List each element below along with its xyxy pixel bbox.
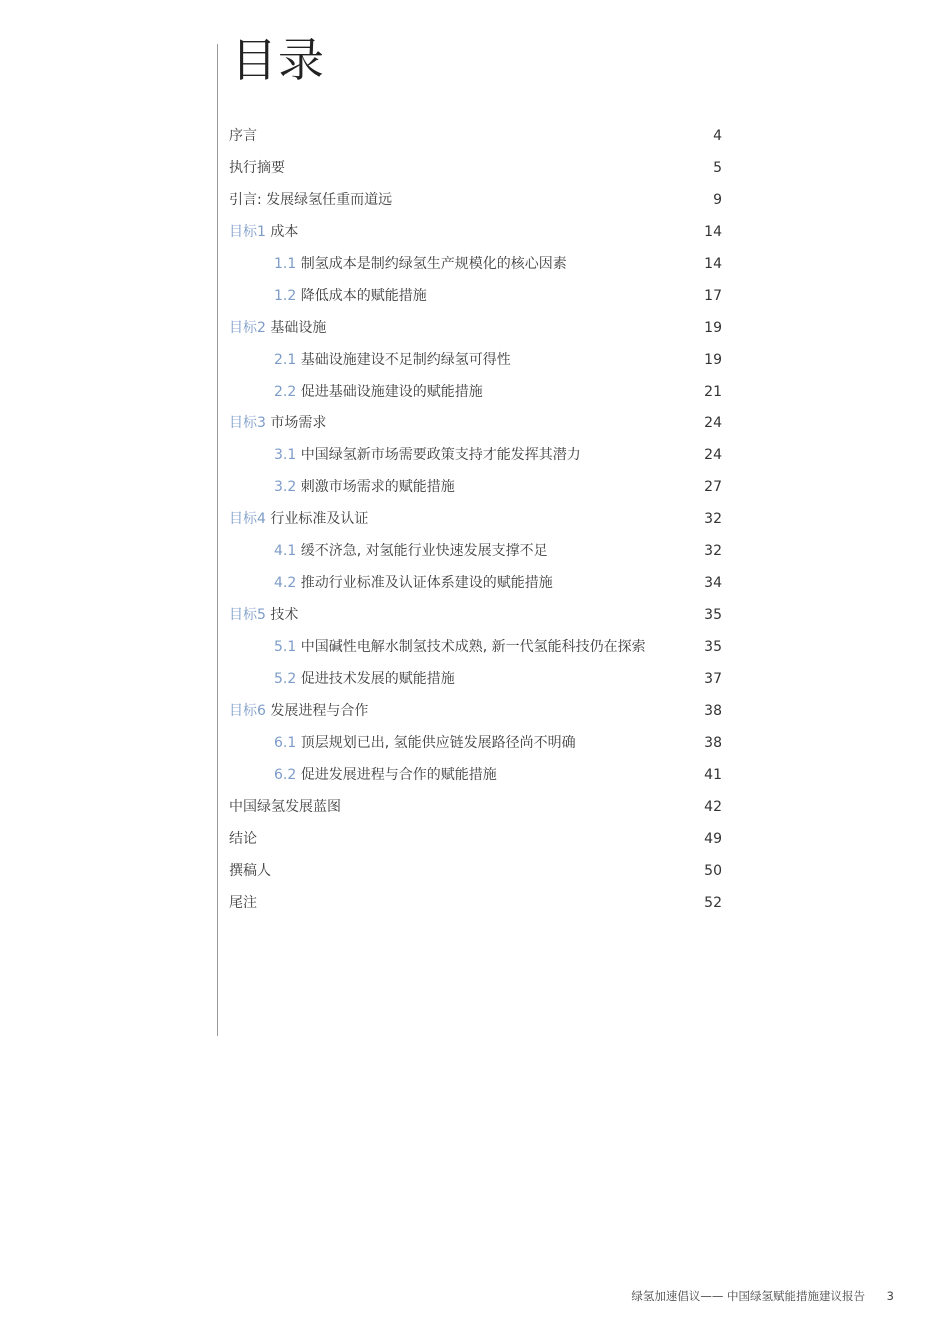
vertical-divider [217,44,218,1036]
toc-subentry-3-1[interactable] [229,440,722,472]
toc-entry-introduction[interactable] [229,185,722,217]
toc-subentry-1-1[interactable] [229,249,722,281]
toc-entry-number: 目标1 [229,223,266,240]
toc-entry-label: 刺激市场需求的赋能措施 [300,479,455,496]
toc-entry-page: 50 [704,862,722,879]
toc-entry-number: 2.1 [274,351,297,368]
toc-entry-goal-2[interactable] [229,313,722,345]
footer-report-title: 绿氢加速倡议—— 中国绿氢赋能措施建议报告 [631,1289,866,1303]
toc-entry-number: 6.2 [274,766,297,783]
toc-entry-label: 序言 [229,128,257,144]
toc-entry-page: 37 [704,670,722,687]
toc-subentry-6-2[interactable] [229,760,722,792]
toc-entry-blueprint[interactable] [229,792,722,824]
toc-entry-number: 目标3 [229,415,266,432]
toc-subentry-6-1[interactable] [229,728,722,760]
toc-entry-page: 24 [704,415,722,432]
toc-entry-label: 行业标准及认证 [270,511,369,528]
toc-subentry-1-2[interactable] [229,281,722,313]
toc-entry-goal-3[interactable] [229,408,722,440]
toc-entry-number: 目标5 [229,607,266,624]
toc-entry-label: 引言: 发展绿氢任重而道远 [229,191,393,208]
toc-entry-label: 基础设施 [270,319,327,336]
toc-entry-label: 降低成本的赋能措施 [300,287,427,304]
toc-entry-number: 1.1 [274,255,297,272]
footer-page-number: 3 [886,1289,894,1303]
toc-entry-contributors[interactable] [229,856,722,888]
toc-entry-number: 4.2 [274,575,297,592]
toc-entry-page: 41 [704,766,722,783]
toc-entry-label: 促进发展进程与合作的赋能措施 [300,766,497,783]
toc-entry-label: 成本 [270,223,299,240]
toc-entry-label: 尾注 [229,894,257,911]
toc-subentry-5-2[interactable] [229,664,722,696]
toc-entry-executive-summary[interactable] [229,153,722,185]
toc-entry-number: 5.1 [274,639,297,655]
toc-entry-number: 目标4 [229,511,266,528]
toc-subentry-2-1[interactable] [229,345,722,377]
toc-entry-page: 35 [704,639,722,655]
toc-entry-label: 结论 [229,830,257,847]
toc-subentry-3-2[interactable] [229,472,722,504]
toc-entry-label: 中国碱性电解水制氢技术成熟, 新一代氢能科技仍在探索 [300,639,646,655]
toc-entry-label: 顶层规划已出, 氢能供应链发展路径尚不明确 [300,734,576,751]
toc-subentry-5-1[interactable] [229,632,722,664]
toc-entry-label: 中国绿氢新市场需要政策支持才能发挥其潜力 [300,447,581,464]
toc-entry-number: 3.1 [274,447,297,464]
toc-entry-number: 4.1 [274,543,297,560]
toc-entry-goal-5[interactable] [229,600,722,632]
toc-entry-page: 19 [704,351,722,368]
toc-entry-page: 32 [704,511,722,528]
toc-entry-number: 5.2 [274,670,297,687]
toc-entry-label: 缓不济急, 对氢能行业快速发展支撑不足 [300,543,548,560]
toc-entry-page: 4 [713,128,722,144]
toc-entry-page: 38 [704,702,722,719]
toc-entry-page: 21 [704,383,722,400]
toc-entry-goal-1[interactable] [229,217,722,249]
toc-entry-label: 促进技术发展的赋能措施 [300,670,455,687]
toc-entry-page: 27 [704,479,722,496]
toc-entry-number: 6.1 [274,734,297,751]
toc-entry-label: 技术 [270,607,299,624]
toc-entry-page: 14 [704,223,722,240]
page-title: 目录 [231,33,325,87]
toc-entry-page: 14 [704,255,722,272]
toc-entry-label: 制氢成本是制约绿氢生产规模化的核心因素 [300,255,567,272]
toc-entry-number: 2.2 [274,383,297,400]
toc-entry-page: 24 [704,447,722,464]
toc-entry-number: 3.2 [274,479,297,496]
toc-entry-number: 1.2 [274,287,297,304]
toc-entry-label: 发展进程与合作 [270,702,369,719]
table-of-contents [229,121,722,919]
toc-entry-label: 市场需求 [270,415,327,432]
toc-entry-page: 32 [704,543,722,560]
page-footer [631,1288,894,1304]
toc-entry-goal-6[interactable] [229,696,722,728]
toc-entry-goal-4[interactable] [229,504,722,536]
toc-entry-preface[interactable] [229,121,722,153]
toc-entry-page: 42 [704,798,722,815]
toc-entry-page: 34 [704,575,722,592]
toc-entry-label: 执行摘要 [229,159,285,176]
toc-entry-label: 基础设施建设不足制约绿氢可得性 [300,351,511,368]
toc-entry-number: 目标6 [229,702,266,719]
toc-entry-conclusion[interactable] [229,824,722,856]
toc-entry-page: 19 [704,319,722,336]
toc-entry-page: 9 [713,191,722,208]
toc-entry-page: 38 [704,734,722,751]
toc-entry-label: 推动行业标准及认证体系建设的赋能措施 [300,575,553,592]
toc-entry-page: 35 [704,607,722,624]
toc-entry-page: 49 [704,830,722,847]
toc-entry-number: 目标2 [229,319,266,336]
toc-subentry-4-2[interactable] [229,568,722,600]
toc-entry-label: 促进基础设施建设的赋能措施 [300,383,483,400]
toc-entry-page: 17 [704,287,722,304]
toc-entry-endnotes[interactable] [229,888,722,920]
toc-entry-page: 5 [713,159,722,176]
toc-entry-page: 52 [704,894,722,911]
toc-subentry-4-1[interactable] [229,536,722,568]
toc-subentry-2-2[interactable] [229,377,722,409]
toc-entry-label: 撰稿人 [229,862,271,879]
toc-entry-label: 中国绿氢发展蓝图 [229,798,341,815]
